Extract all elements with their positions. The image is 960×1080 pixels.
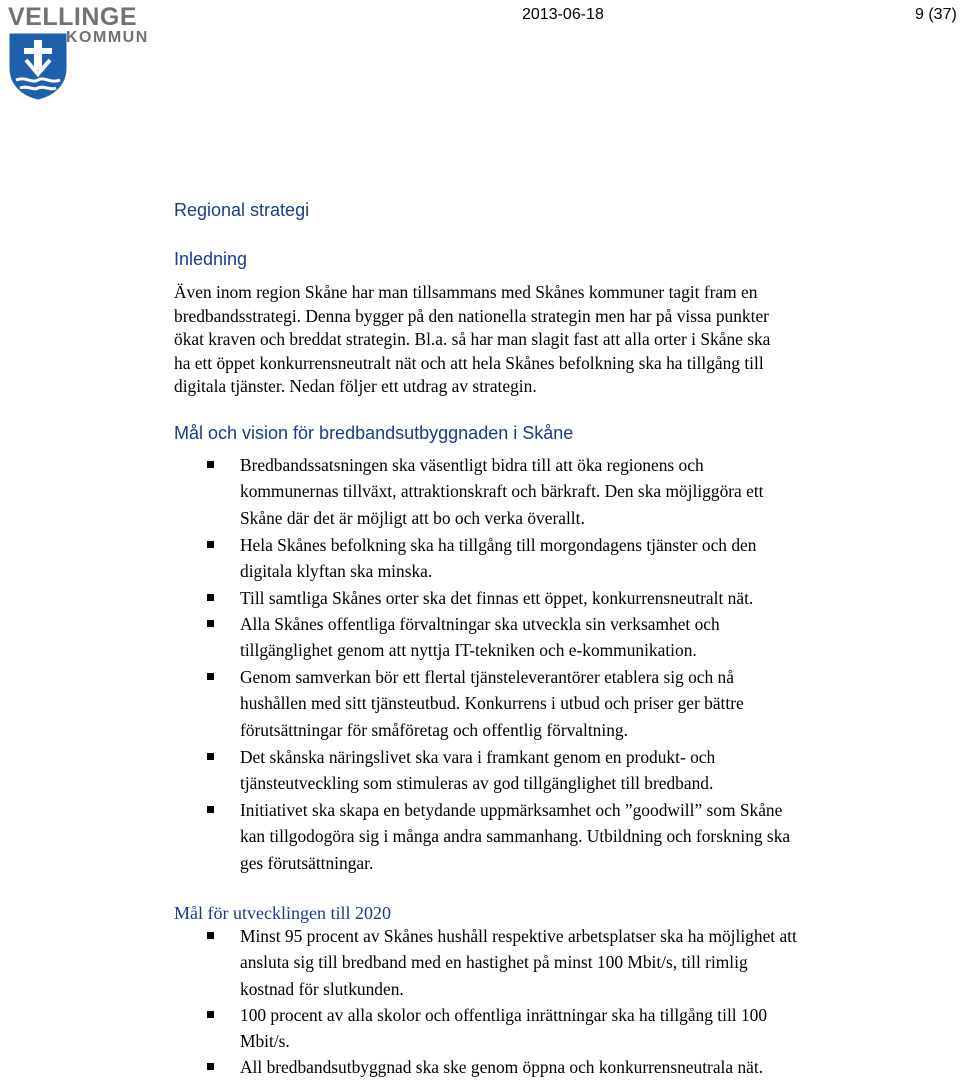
list-item-text [240,611,920,664]
goals-heading: Mål för utvecklingen till 2020 [174,903,391,923]
text-line: Minst 95 procent av Skånes hushåll respektive arbetsplatser ska ha möjlighet att [240,926,797,946]
text-line: digitala klyftan ska minska. [240,561,433,582]
document-date: 2013-06-18 [522,6,604,23]
intro-line: Även inom region Skåne har man tillsammans med Skånes kommuner tagit fram en [174,282,758,302]
bullet-icon [207,753,214,760]
bullet-icon [207,461,214,468]
list-item-text [240,452,920,531]
text-line: Hela Skånes befolkning ska ha tillgång till morgondagens tjänster och den [240,535,757,555]
list-item-text [240,664,920,743]
list-item-text [240,744,920,797]
text-line: Det skånska näringslivet ska vara i framkant genom en produkt- och [240,747,716,767]
intro-heading: Inledning [174,249,248,269]
list-item-text [240,585,920,611]
list-item-text [240,1054,920,1080]
text-line: Till samtliga Skånes orter ska det finnas ett öppet, konkurrensneutralt nät. [240,588,754,608]
text-line: hushållen med sitt tjänsteutbud. Konkurrens i utbud och priser ger bättre [240,693,744,714]
text-line: All bredbandsutbyggnad ska ske genom öppna och konkurrensneutrala nät. [240,1057,764,1077]
text-line: Bredbandssatsningen ska väsentligt bidra till att öka regionens och [240,455,704,475]
bullet-icon [207,541,214,548]
logo-wordmark: VELLINGE [8,3,138,31]
text-line: kan tillgodogöra sig i många andra sammanhang. Utbildning och forskning ska [240,826,791,847]
bullet-icon [207,594,214,601]
intro-line: digitala tjänster. Nedan följer ett utdrag av strategin. [174,376,537,397]
text-line: Alla Skånes offentliga förvaltningar ska utveckla sin verksamhet och [240,614,720,634]
text-line: kostnad för slutkunden. [240,978,404,999]
text-line: ges förutsättningar. [240,852,374,873]
text-line: tjänsteutveckling som stimuleras av god tillgänglighet till bredband. [240,773,714,794]
intro-line: bredbandsstrategi. Denna bygger på den nationella strategin men har på vissa punkter [174,305,769,326]
coat-of-arms-icon [8,30,68,100]
bullet-icon [207,1063,214,1070]
section-title: Regional strategi [174,200,310,220]
vision-heading: Mål och vision för bredbandsutbyggnaden i Skåne [174,423,574,443]
bullet-icon [207,806,214,813]
bullet-icon [207,673,214,680]
text-line: förutsättningar för småföretag och offentlig förvaltning. [240,719,628,740]
text-line: Initiativet ska skapa en betydande uppmärksamhet och ”goodwill” som Skåne [240,800,783,820]
text-line: 100 procent av alla skolor och offentliga inrättningar ska ha tillgång till 100 [240,1005,768,1025]
list-item-text [240,797,920,876]
list-item-text [240,923,920,1002]
text-line: kommunernas tillväxt, attraktionskraft och bärkraft. Den ska möjliggöra ett [240,481,764,502]
intro-line: ökat kraven och breddat strategin. Bl.a. så har man slagit fast att alla orter i Skåne ska [174,329,771,350]
bullet-icon [207,1011,214,1018]
text-line: Skåne där det är möjligt att bo och verka överallt. [240,507,585,528]
list-item-text [240,532,920,585]
text-line: Genom samverkan bör ett flertal tjänsteleverantörer etablera sig och nå [240,667,734,687]
vellinge-kommun-logo [8,4,168,100]
list-item-text [240,1002,920,1055]
text-line: Mbit/s. [240,1031,290,1052]
text-line: ansluta sig till bredband med en hastighet på minst 100 Mbit/s, till rimlig [240,952,748,973]
intro-paragraph [174,281,874,399]
logo-subtitle: KOMMUN [66,29,149,46]
text-line: tillgänglighet genom att nyttja IT-tekniken och e-kommunikation. [240,640,697,661]
intro-line: ha ett öppet konkurrensneutralt nät och att hela Skånes befolkning ska ha tillgång till [174,352,764,373]
page-number: 9 (37) [915,6,957,23]
bullet-icon [207,932,214,939]
bullet-icon [207,620,214,627]
